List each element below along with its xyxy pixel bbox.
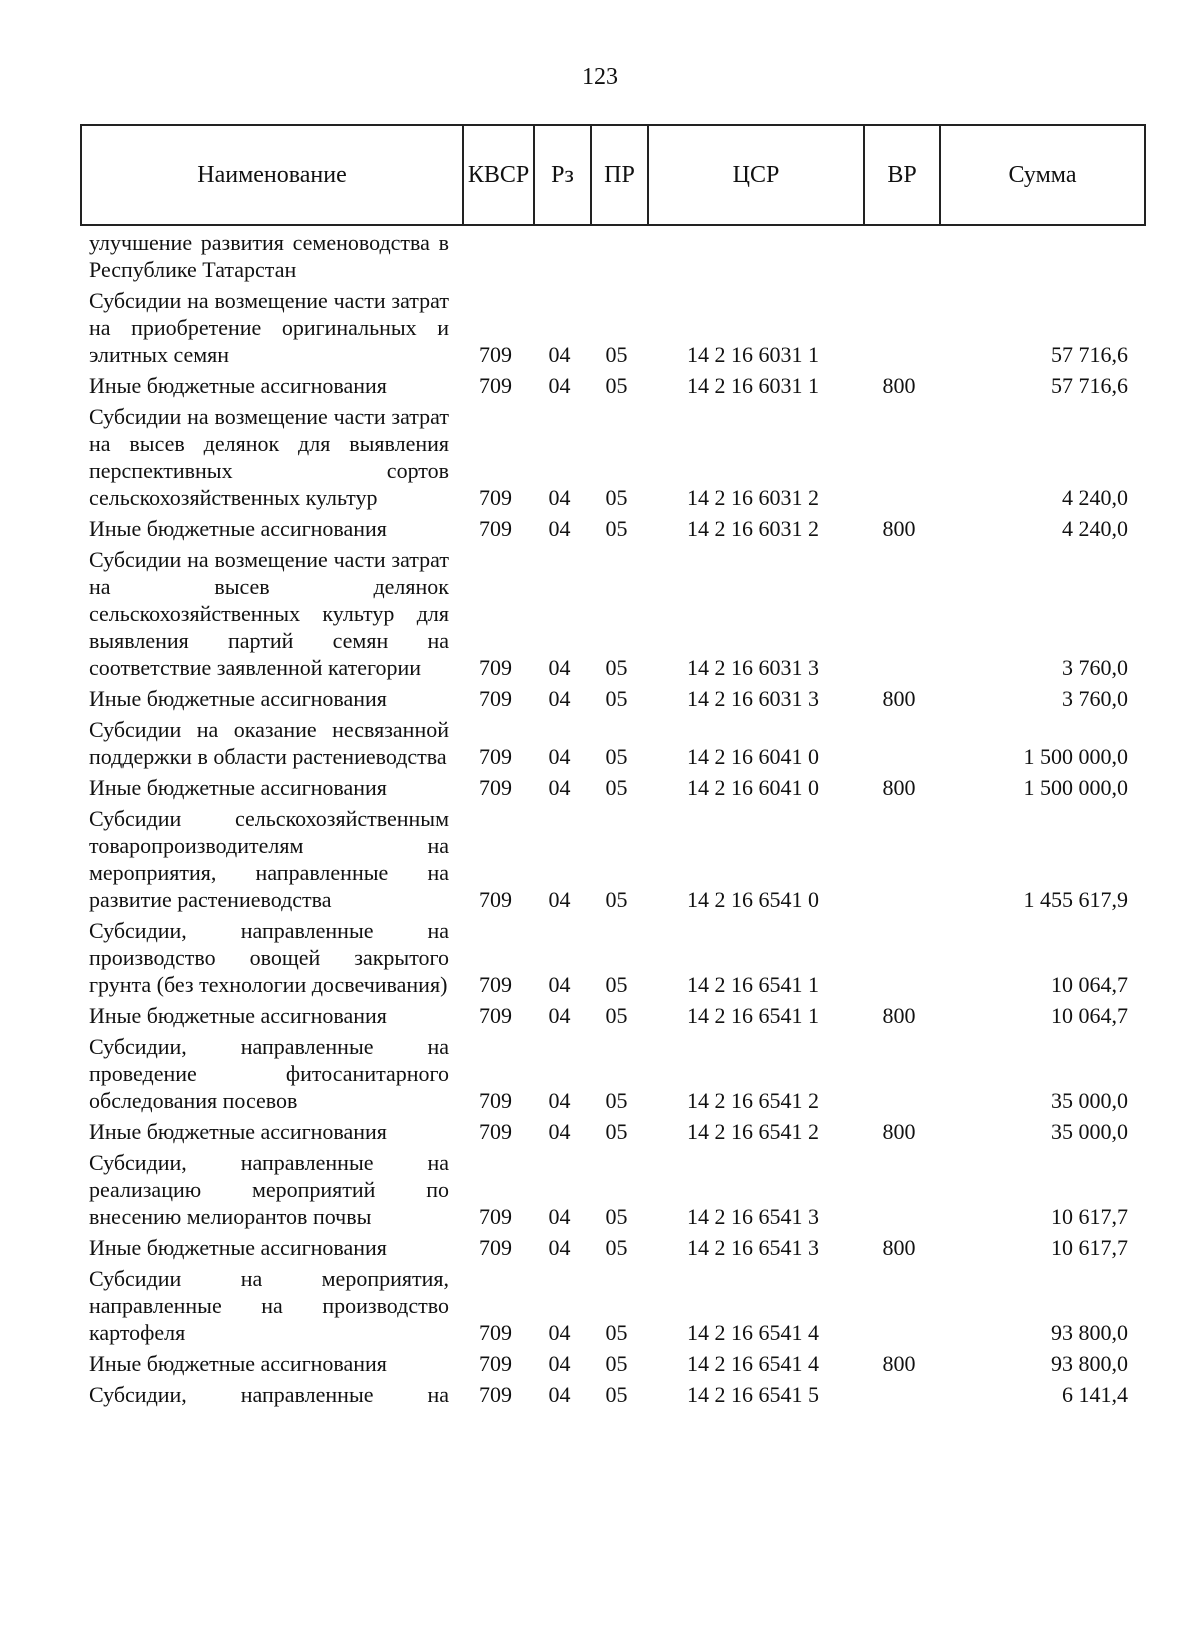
header-csr: ЦСР — [647, 126, 863, 224]
row-rz: 04 — [548, 342, 571, 367]
row-sum: 4 240,0 — [1062, 516, 1128, 541]
row-sum: 3 760,0 — [1062, 686, 1128, 711]
row-name: Субсидии на оказание несвязанной поддержки в области растениеводства — [89, 717, 449, 769]
row-rz: 04 — [548, 1235, 571, 1260]
header-vr: ВР — [863, 126, 939, 224]
row-pr: 05 — [605, 887, 628, 912]
row-name: Субсидии на возмещение части затрат на высев делянок для выявления перспективных сортов сельскохозяйственных культур — [89, 404, 449, 510]
row-sum: 10 617,7 — [1051, 1204, 1128, 1229]
table-row — [80, 716, 1146, 770]
table-row — [80, 515, 1146, 542]
row-csr: 14 2 16 6041 0 — [687, 775, 819, 800]
row-kvsr: 709 — [479, 373, 512, 398]
row-name: Субсидии, направленные на реализацию мероприятий по внесению мелиорантов почвы — [89, 1150, 449, 1229]
row-pr: 05 — [605, 775, 628, 800]
header-name: Наименование — [197, 161, 347, 188]
row-kvsr: 709 — [479, 485, 512, 510]
row-sum: 6 141,4 — [1062, 1382, 1128, 1407]
row-rz: 04 — [548, 1003, 571, 1028]
row-csr: 14 2 16 6541 4 — [687, 1351, 819, 1376]
table-row — [80, 287, 1146, 368]
row-name: Иные бюджетные ассигнования — [89, 1235, 387, 1260]
row-name: Иные бюджетные ассигнования — [89, 1003, 387, 1028]
row-pr: 05 — [605, 485, 628, 510]
row-name: Иные бюджетные ассигнования — [89, 516, 387, 541]
row-kvsr: 709 — [479, 655, 512, 680]
row-sum: 1 455 617,9 — [1023, 887, 1128, 912]
row-vr: 800 — [882, 373, 916, 398]
row-sum: 10 064,7 — [1051, 1003, 1128, 1028]
row-name: Иные бюджетные ассигнования — [89, 1119, 387, 1144]
row-csr: 14 2 16 6031 3 — [687, 655, 819, 680]
row-csr: 14 2 16 6031 3 — [687, 686, 819, 711]
row-rz: 04 — [548, 1119, 571, 1144]
row-csr: 14 2 16 6541 0 — [687, 887, 819, 912]
row-name: Иные бюджетные ассигнования — [89, 686, 387, 711]
row-pr: 05 — [605, 1235, 628, 1260]
row-pr: 05 — [605, 1119, 628, 1144]
row-name: Иные бюджетные ассигнования — [89, 775, 387, 800]
row-vr: 800 — [882, 1351, 916, 1376]
row-kvsr: 709 — [479, 1204, 512, 1229]
row-vr: 800 — [882, 1003, 916, 1028]
row-name: Субсидии на возмещение части затрат на приобретение оригинальных и элитных семян — [89, 288, 449, 367]
row-pr: 05 — [605, 1320, 628, 1345]
table-row — [80, 1149, 1146, 1230]
header-sum: Сумма — [939, 126, 1144, 224]
row-sum: 57 716,6 — [1051, 373, 1128, 398]
row-name: Иные бюджетные ассигнования — [89, 1351, 387, 1376]
table-row — [80, 685, 1146, 712]
row-csr: 14 2 16 6541 5 — [687, 1382, 819, 1407]
row-rz: 04 — [548, 485, 571, 510]
row-csr: 14 2 16 6541 3 — [687, 1204, 819, 1229]
row-pr: 05 — [605, 744, 628, 769]
row-kvsr: 709 — [479, 1088, 512, 1113]
row-name: Субсидии, направленные на — [89, 1382, 449, 1407]
table-row — [80, 774, 1146, 801]
row-rz: 04 — [548, 655, 571, 680]
row-rz: 04 — [548, 1320, 571, 1345]
row-sum: 93 800,0 — [1051, 1351, 1128, 1376]
row-csr: 14 2 16 6541 1 — [687, 972, 819, 997]
row-sum: 10 617,7 — [1051, 1235, 1128, 1260]
row-pr: 05 — [605, 972, 628, 997]
row-csr: 14 2 16 6541 2 — [687, 1119, 819, 1144]
row-pr: 05 — [605, 342, 628, 367]
row-csr: 14 2 16 6041 0 — [687, 744, 819, 769]
row-csr: 14 2 16 6541 3 — [687, 1235, 819, 1260]
row-kvsr: 709 — [479, 1003, 512, 1028]
row-sum: 93 800,0 — [1051, 1320, 1128, 1345]
table-row — [80, 1033, 1146, 1114]
table-row — [80, 1350, 1146, 1377]
row-pr: 05 — [605, 1382, 628, 1407]
row-vr: 800 — [882, 775, 916, 800]
row-kvsr: 709 — [479, 342, 512, 367]
row-vr: 800 — [882, 686, 916, 711]
row-pr: 05 — [605, 686, 628, 711]
row-name: Субсидии на возмещение части затрат на высев делянок сельскохозяйственных культур для выявления партий семян на соответствие заявленной категории — [89, 547, 449, 680]
row-csr: 14 2 16 6031 1 — [687, 342, 819, 367]
table-row — [80, 372, 1146, 399]
row-rz: 04 — [548, 744, 571, 769]
table-row — [80, 1118, 1146, 1145]
row-kvsr: 709 — [479, 1235, 512, 1260]
row-csr: 14 2 16 6541 4 — [687, 1320, 819, 1345]
row-rz: 04 — [548, 887, 571, 912]
row-name: Субсидии на мероприятия, направленные на производство картофеля — [89, 1266, 449, 1345]
budget-table-body — [80, 229, 1146, 1412]
row-kvsr: 709 — [479, 1320, 512, 1345]
row-rz: 04 — [548, 775, 571, 800]
row-sum: 57 716,6 — [1051, 342, 1128, 367]
row-name: Субсидии сельскохозяйственным товаропроизводителям на мероприятия, направленные на развитие растениеводства — [89, 806, 449, 912]
table-row — [80, 546, 1146, 681]
row-vr: 800 — [882, 1235, 916, 1260]
row-pr: 05 — [605, 1003, 628, 1028]
row-csr: 14 2 16 6541 1 — [687, 1003, 819, 1028]
row-csr: 14 2 16 6031 2 — [687, 485, 819, 510]
table-header — [80, 124, 1146, 226]
row-sum: 1 500 000,0 — [1023, 744, 1128, 769]
row-kvsr: 709 — [479, 972, 512, 997]
row-csr: 14 2 16 6541 2 — [687, 1088, 819, 1113]
table-row — [80, 1265, 1146, 1346]
row-rz: 04 — [548, 1351, 571, 1376]
table-row — [80, 229, 1146, 283]
row-name: улучшение развития семеноводства в Республике Татарстан — [89, 230, 449, 282]
row-rz: 04 — [548, 1088, 571, 1113]
row-name: Субсидии, направленные на проведение фитосанитарного обследования посевов — [89, 1034, 449, 1113]
row-sum: 3 760,0 — [1062, 655, 1128, 680]
row-sum: 35 000,0 — [1051, 1088, 1128, 1113]
row-sum: 10 064,7 — [1051, 972, 1128, 997]
row-name: Иные бюджетные ассигнования — [89, 373, 387, 398]
row-csr: 14 2 16 6031 2 — [687, 516, 819, 541]
row-kvsr: 709 — [479, 1119, 512, 1144]
row-kvsr: 709 — [479, 887, 512, 912]
row-rz: 04 — [548, 686, 571, 711]
row-pr: 05 — [605, 655, 628, 680]
row-pr: 05 — [605, 373, 628, 398]
row-rz: 04 — [548, 1204, 571, 1229]
row-pr: 05 — [605, 1088, 628, 1113]
row-pr: 05 — [605, 1351, 628, 1376]
row-kvsr: 709 — [479, 516, 512, 541]
row-name: Субсидии, направленные на производство овощей закрытого грунта (без технологии досвечивания) — [89, 918, 449, 997]
row-vr: 800 — [882, 1119, 916, 1144]
row-kvsr: 709 — [479, 686, 512, 711]
table-row — [80, 917, 1146, 998]
header-kvsr: КВСР — [462, 126, 533, 224]
row-vr: 800 — [882, 516, 916, 541]
row-kvsr: 709 — [479, 744, 512, 769]
row-rz: 04 — [548, 373, 571, 398]
row-pr: 05 — [605, 516, 628, 541]
table-row — [80, 805, 1146, 913]
row-kvsr: 709 — [479, 775, 512, 800]
row-sum: 35 000,0 — [1051, 1119, 1128, 1144]
row-csr: 14 2 16 6031 1 — [687, 373, 819, 398]
table-row — [80, 403, 1146, 511]
header-pr: ПР — [590, 126, 647, 224]
row-kvsr: 709 — [479, 1382, 512, 1407]
row-rz: 04 — [548, 516, 571, 541]
row-sum: 1 500 000,0 — [1023, 775, 1128, 800]
row-rz: 04 — [548, 1382, 571, 1407]
row-rz: 04 — [548, 972, 571, 997]
table-row — [80, 1002, 1146, 1029]
page-number: 123 — [582, 64, 618, 90]
row-pr: 05 — [605, 1204, 628, 1229]
table-row — [80, 1381, 1146, 1408]
row-kvsr: 709 — [479, 1351, 512, 1376]
row-sum: 4 240,0 — [1062, 485, 1128, 510]
table-row — [80, 1234, 1146, 1261]
header-rz: Рз — [533, 126, 590, 224]
